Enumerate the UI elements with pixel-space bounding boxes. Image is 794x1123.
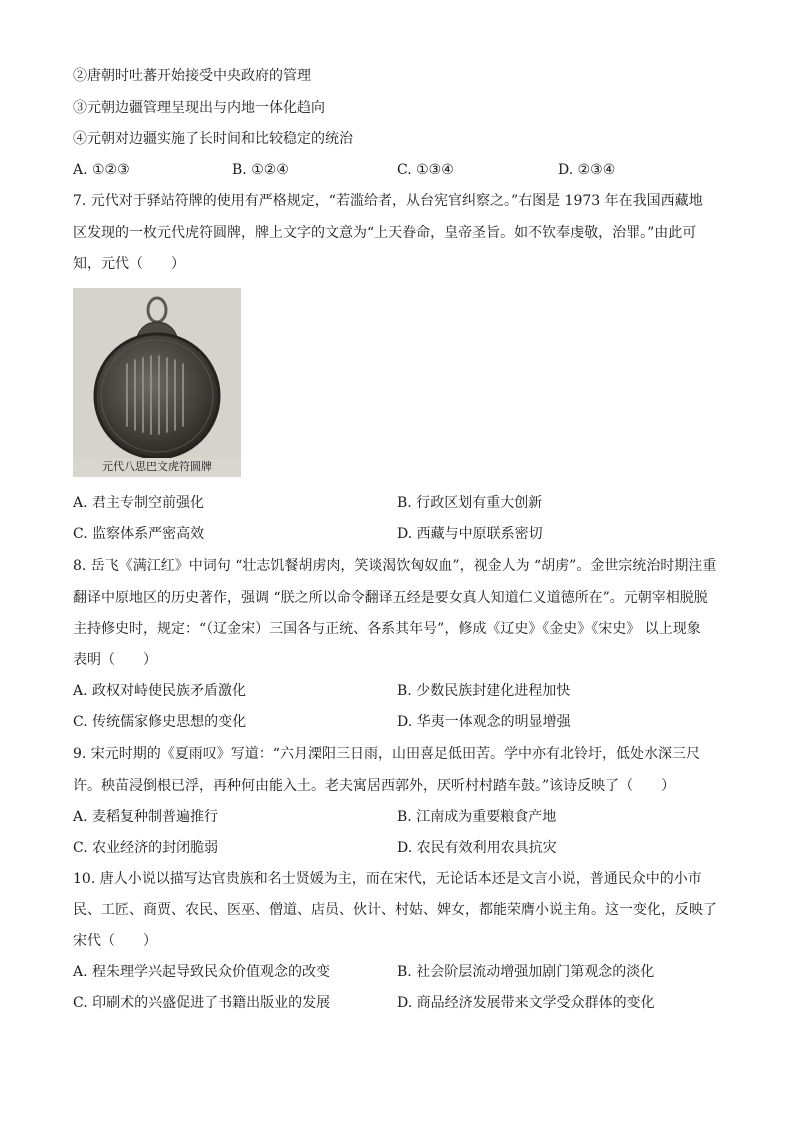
q10-stem-line-1: 10. 唐人小说以描写达官贵族和名士贤媛为主，而在宋代，无论话本还是文言小说，普通民众中的小市: [73, 871, 702, 887]
q7-option-d: D. 西藏与中原联系密切: [397, 526, 543, 542]
q6-option-c: C. ①③④: [397, 162, 454, 178]
q10-option-a: A. 程朱理学兴起导致民众价值观念的改变: [73, 964, 331, 980]
q8-option-a: A. 政权对峙使民族矛盾激化: [73, 683, 247, 699]
q8-stem-line-3: 主持修史时，规定：“（辽金宋）三国各与正统、各系其年号”，修成《辽史》《金史》《宋史》 以上现象: [73, 621, 701, 637]
q9-stem-line-2: 许。秧苗浸倒根已浮，再种何由能入土。老夫寓居西郭外，厌听村村踏车鼓。”该诗反映了（ ）: [73, 778, 676, 794]
q8-option-d: D. 华夷一体观念的明显增强: [397, 714, 571, 730]
q7-stem-line-2: 区发现的一枚元代虎符圆牌，牌上文字的文意为“上天眷命，皇帝圣旨。如不钦奉虔敬，治罪。”由此可: [73, 225, 697, 241]
q8-stem-line-1: 8. 岳飞《满江红》中词句 “壮志饥餐胡虏肉，笑谈渴饮匈奴血”，视金人为 “胡虏”。金世宗统治时期注重: [73, 558, 717, 574]
q6-option-d: D. ②③④: [558, 162, 616, 178]
q9-option-b: B. 江南成为重要粮食产地: [397, 809, 557, 825]
q6-option-a: A. ①②③: [73, 162, 130, 178]
tiger-tablet-figure: [73, 288, 241, 477]
q10-stem-line-3: 宋代（ ）: [73, 933, 157, 949]
figure-caption: 元代八思巴文虎符圆牌: [102, 460, 212, 473]
q9-option-d: D. 农民有效利用农具抗灾: [397, 840, 557, 856]
q7-stem-line-1: 7. 元代对于驿站符牌的使用有严格规定，“若滥给者，从台宪官纠察之。”右图是 1973 年在我国西藏地: [73, 193, 703, 209]
q8-stem-line-4: 表明（ ）: [73, 652, 157, 668]
q8-option-b: B. 少数民族封建化进程加快: [397, 683, 571, 699]
q6-item-4: ④元朝对边疆实施了长时间和比较稳定的统治: [73, 131, 353, 147]
q8-option-c: C. 传统儒家修史思想的变化: [73, 714, 247, 730]
q10-option-c: C. 印刷术的兴盛促进了书籍出版业的发展: [73, 995, 331, 1011]
q8-stem-line-2: 翻译中原地区的历史著作，强调 “朕之所以命令翻译五经是要女真人知道仁义道德所在”。元朝宰相脱脱: [73, 590, 708, 606]
q7-option-a: A. 君主专制空前强化: [73, 495, 205, 511]
q10-stem-line-2: 民、工匠、商贾、农民、医巫、僧道、店员、伙计、村姑、婢女，都能荣膺小说主角。这一变化，反映了: [73, 902, 717, 918]
q9-option-a: A. 麦稻复种制普遍推行: [73, 809, 219, 825]
round-tablet-image: [73, 288, 241, 458]
q6-option-b: B. ①②④: [232, 162, 289, 178]
q10-option-d: D. 商品经济发展带来文学受众群体的变化: [397, 995, 655, 1011]
q9-option-c: C. 农业经济的封闭脆弱: [73, 840, 219, 856]
q6-item-3: ③元朝边疆管理呈现出与内地一体化趋向: [73, 100, 325, 116]
q9-stem-line-1: 9. 宋元时期的《夏雨叹》写道：“六月溧阳三日雨，山田喜足低田苦。学中亦有北铃圩，低处水深三尺: [73, 746, 700, 762]
q7-option-b: B. 行政区划有重大创新: [397, 495, 543, 511]
q7-stem-line-3: 知，元代（ ）: [73, 256, 185, 272]
q10-option-b: B. 社会阶层流动增强加剧门第观念的淡化: [397, 964, 655, 980]
q6-item-2: ②唐朝时吐蕃开始接受中央政府的管理: [73, 68, 311, 84]
q7-option-c: C. 监察体系严密高效: [73, 526, 205, 542]
